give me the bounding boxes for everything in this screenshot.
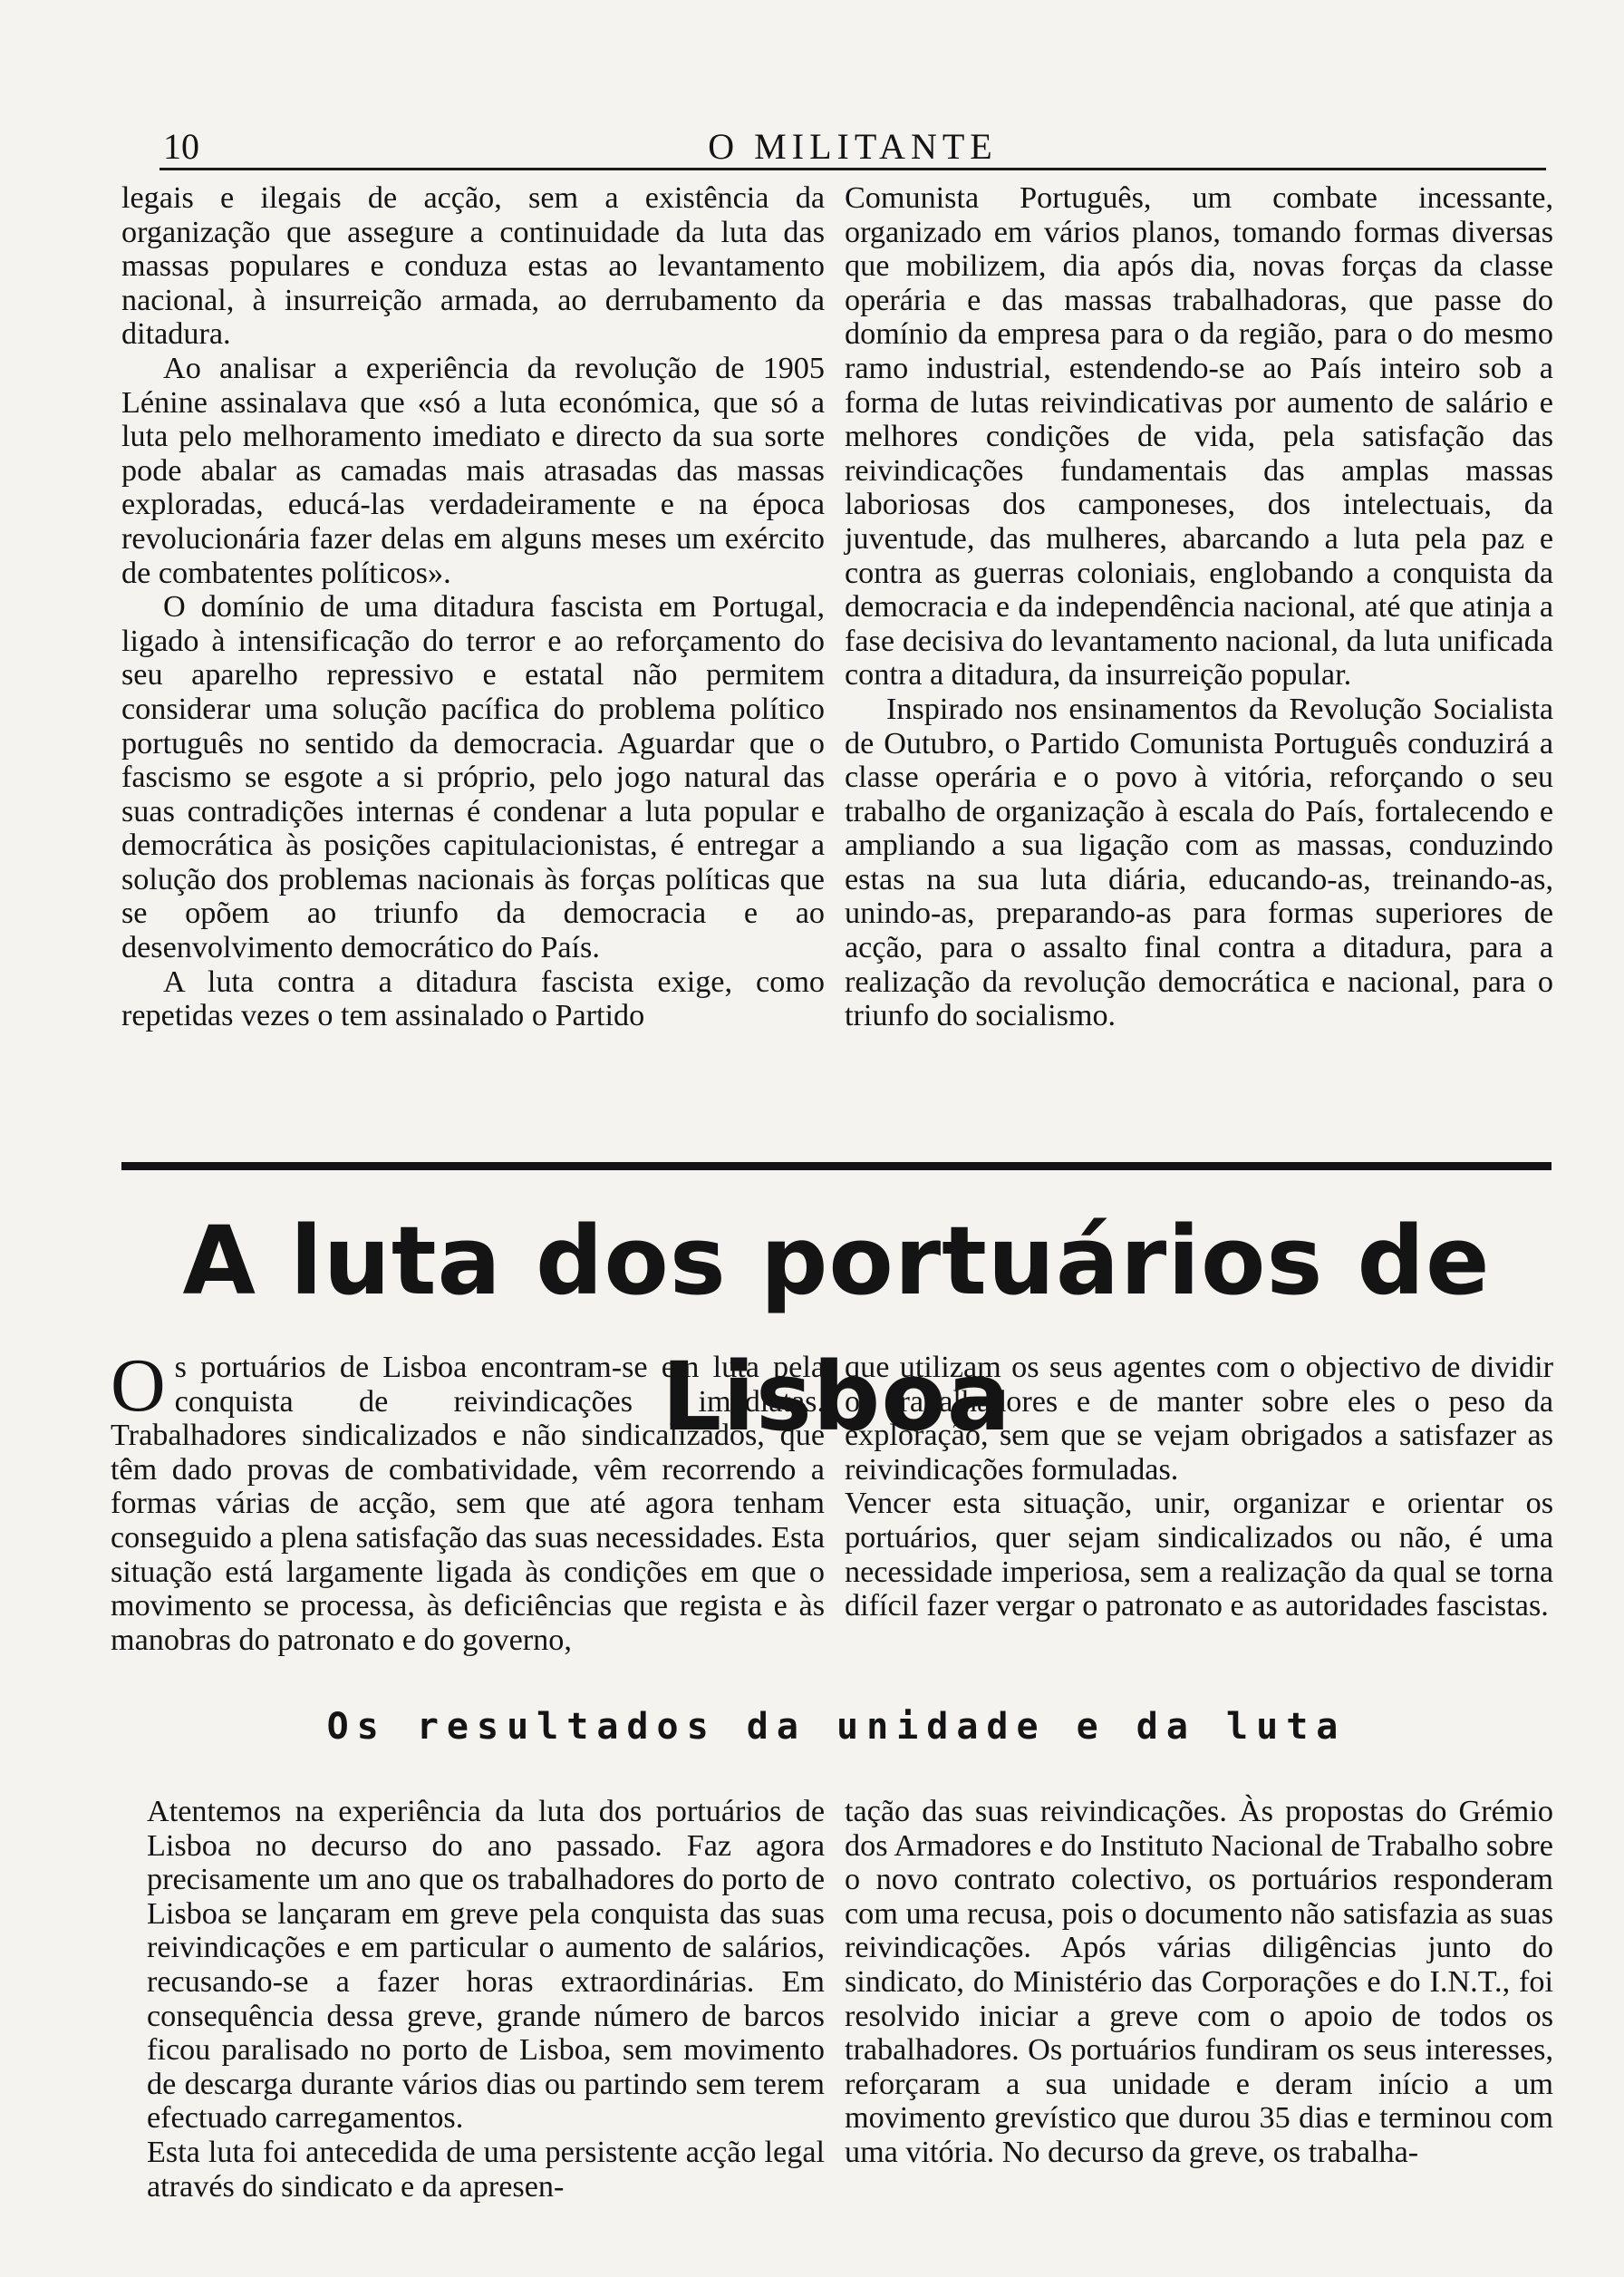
paragraph <box>111 1343 825 1657</box>
article1-column-right <box>845 181 1553 1033</box>
paragraph-text: s portuários de Lisboa encontram-se em luta pela conquista de reivindicações imediatas. Trabalhadores sindicalizados e não sindicalizados, que têm dado provas de combatividade, vêm recorrendo a formas várias de acção, sem que até agora tenham conseguido a plena satisfação das suas necessidades. Esta situação está largamente ligada às condições em que o movimento se processa, às deficiências que regista e às manobras do patronato e do governo, <box>111 1351 825 1657</box>
paragraph: A luta contra a ditadura fascista exige, como repetidas vezes o tem assinalado o Partido <box>121 964 825 1033</box>
paragraph: que utilizam os seus agentes com o objectivo de dividir os trabalhadores e de manter sobre eles o peso da exploração, sem que se vejam obrigados a satisfazer as reivindicações formuladas. <box>845 1351 1553 1487</box>
paragraph: legais e ilegais de acção, sem a existência da organização que assegure a continuidade da luta das massas populares e conduza estas ao levantamento nacional, à insurreição armada, ao derrubamento da ditadura. <box>121 181 825 352</box>
paragraph: Inspirado nos ensinamentos da Revolução Socialista de Outubro, o Partido Comunista Português conduzirá a classe operária e o povo à vitória, reforçando o seu trabalho de organização à escala do País, fortalecendo e ampliando a sua ligação com as massas, conduzindo estas na sua luta diária, educando-as, treinando-as, unindo-as, preparando-as para formas superiores de acção, para o assalto final contra a ditadura, para a realização da revolução democrática e nacional, para o triunfo do socialismo. <box>845 692 1553 1033</box>
article2-column-left <box>111 1343 825 1657</box>
paragraph: Vencer esta situação, unir, organizar e orientar os portuários, quer sejam sindicalizados ou não, é uma necessidade imperiosa, sem a realização da qual se torna difícil fazer vergar o patronato e as autoridades fascistas. <box>845 1487 1553 1623</box>
article1-column-left <box>121 181 825 1033</box>
article-headline: A luta dos portuários de Lisboa <box>182 1206 1491 1452</box>
paragraph: Esta luta foi antecedida de uma persistente acção legal através do sindicato e da apresen- <box>147 2135 825 2204</box>
section-divider <box>121 1162 1552 1170</box>
paragraph: tação das suas reivindicações. Às propostas do Grémio dos Armadores e do Instituto Nacional de Trabalho sobre o novo contrato colectivo, os portuários responderam com uma recusa, pois o documento não satisfazia as suas reivindicações. Após várias diligências junto do sindicato, do Ministério das Corporações e do I.N.T., foi resolvido iniciar a greve com o apoio de todos os trabalhadores. Os portuários fundiram os seus interesses, reforçaram a sua unidade e deram início a um movimento grevístico que durou 35 dias e terminou com uma vitória. No decurso da greve, os trabalha- <box>845 1795 1553 2169</box>
article2-section-column-right <box>845 1795 1553 2170</box>
drop-cap: O <box>111 1343 166 1428</box>
journal-title: O MILITANTE <box>708 126 998 167</box>
paragraph: Ao analisar a experiência da revolução de 1905 Lénine assinalava que «só a luta económica, que só a luta pelo melhoramento imediato e directo da sua sorte pode abalar as camadas mais atrasadas das massas exploradas, educá-las verdadeiramente e na época revolucionária fazer delas em alguns meses um exército de combatentes políticos». <box>121 351 825 590</box>
paragraph: O domínio de uma ditadura fascista em Portugal, ligado à intensificação do terror e ao reforçamento do seu aparelho repressivo e estatal não permitem considerar uma solução pacífica do problema político português no sentido da democracia. Aguardar que o fascismo se esgote a si próprio, pelo jogo natural das suas contradições internas é condenar a luta popular e democrática às posições capitulacionistas, é entregar a solução dos problemas nacionais às forças políticas que se opõem ao triunfo da democracia e ao desenvolvimento democrático do País. <box>121 590 825 965</box>
article2-section-column-left <box>147 1795 825 2204</box>
page-number: 10 <box>163 126 199 167</box>
header-rule <box>160 168 1546 170</box>
paragraph: Comunista Português, um combate incessante, organizado em vários planos, tomando formas diversas que mobilizem, dia após dia, novas forças da classe operária e das massas trabalhadoras, que passe do domínio da empresa para o da região, para o do mesmo ramo industrial, estendendo-se ao País inteiro sob a forma de lutas reivindicativas por aumento de salário e melhores condições de vida, pela satisfação das reivindicações fundamentais das amplas massas laboriosas dos camponeses, dos intelectuais, da juventude, das mulheres, abarcando a luta pela paz e contra as guerras coloniais, englobando a conquista da democracia e da independência nacional, até que atinja a fase decisiva do levantamento nacional, da luta unificada contra a ditadura, da insurreição popular. <box>845 181 1553 693</box>
section-subheading: Os resultados da unidade e da luta <box>326 1706 1347 1748</box>
page-header <box>160 120 1546 170</box>
paragraph: Atentemos na experiência da luta dos portuários de Lisboa no decurso do ano passado. Faz agora precisamente um ano que os trabalhadores do porto de Lisboa se lançaram em greve pela conquista das suas reivindicações e em particular o aumento de salários, recusando-se a fazer horas extraordinárias. Em consequência dessa greve, grande número de barcos ficou paralisado no porto de Lisboa, sem movimento de descarga durante vários dias ou partindo sem terem efectuado carregamentos. <box>147 1795 825 2136</box>
article2-column-right <box>845 1351 1553 1623</box>
